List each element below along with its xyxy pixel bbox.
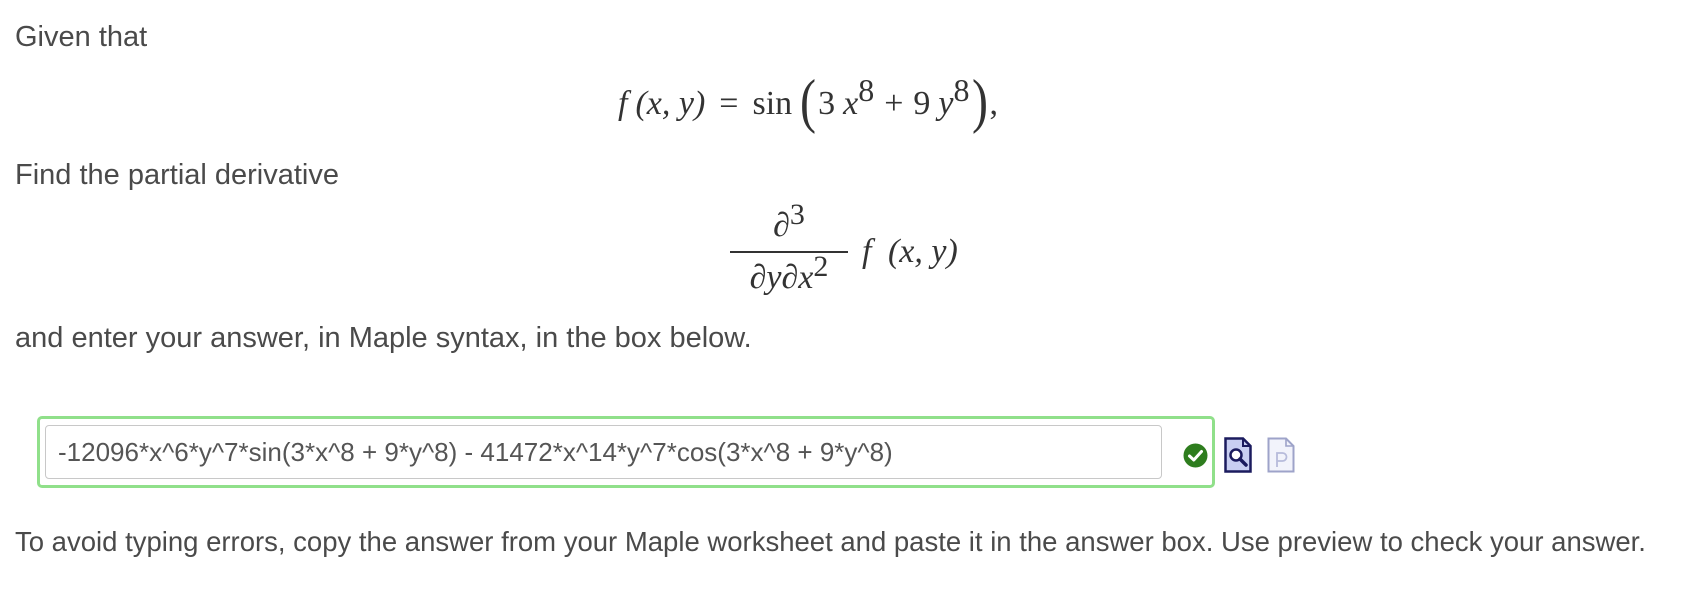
check-circle-icon [1183, 443, 1208, 468]
derivative-numerator [730, 198, 848, 249]
plus-sign: + [884, 85, 904, 122]
trailing-comma: , [989, 85, 998, 122]
open-paren: ( [800, 68, 817, 134]
sin-function: sin [752, 85, 793, 122]
denominator-text: ∂y∂x [749, 259, 814, 296]
close-paren: ) [971, 68, 988, 134]
coefficient-1: 3 [818, 85, 836, 122]
function-f: f [618, 85, 628, 122]
derivative-function [862, 232, 958, 272]
numerator-order: 3 [789, 198, 805, 231]
coefficient-2: 9 [913, 85, 931, 122]
derivative-f: f [862, 233, 872, 270]
derivative-args: (x, y) [887, 233, 958, 270]
function-args: (x, y) [635, 85, 706, 122]
denominator-order: 2 [813, 250, 829, 283]
preview-magnifier-icon[interactable] [1224, 437, 1252, 473]
answer-box-frame [37, 416, 1215, 488]
exponent-1: 8 [858, 72, 875, 108]
derivative-denominator [730, 250, 848, 299]
footer-note: To avoid typing errors, copy the answer from your Maple worksheet and paste it in the answer box. Use preview to check your answer. [15, 526, 1646, 557]
find-label: Find the partial derivative [15, 159, 339, 191]
instruction-text: and enter your answer, in Maple syntax, in the box below. [15, 322, 752, 354]
equals-sign: = [719, 85, 739, 122]
variable-y: y [938, 85, 954, 122]
derivative-fraction [730, 198, 848, 299]
exponent-2: 8 [953, 72, 970, 108]
answer-input[interactable] [45, 425, 1162, 479]
partial-symbol: ∂ [773, 207, 790, 244]
function-equation [618, 68, 998, 134]
print-document-icon[interactable] [1267, 437, 1295, 473]
given-label: Given that [15, 21, 148, 53]
variable-x: x [843, 85, 859, 122]
